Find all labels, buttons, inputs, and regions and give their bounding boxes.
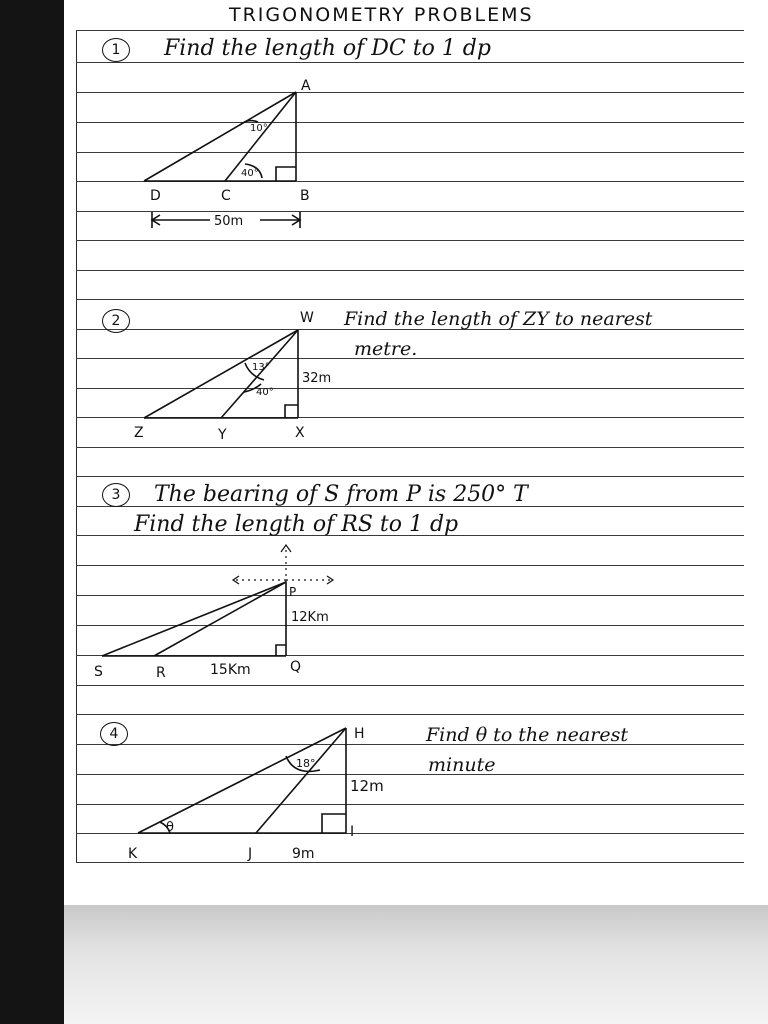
angle-label-top: 13° (252, 362, 270, 373)
vertex-label-c: C (221, 188, 231, 204)
vertex-label-p: P (289, 585, 297, 599)
side-length-label: 32m (302, 371, 332, 386)
scan-bottom-shadow (64, 905, 768, 1024)
vertex-label-b: B (300, 188, 310, 204)
vertex-label-h: H (354, 726, 365, 742)
angle-label-top: 18° (296, 757, 316, 770)
vertex-label-z: Z (134, 425, 144, 441)
base-length-label: 15Km (210, 662, 251, 678)
vertex-label-y: Y (218, 427, 227, 443)
angle-label-y: 40° (256, 387, 274, 398)
vertex-label-j: J (248, 846, 253, 862)
problem-3-text-line2: Find the length of RS to 1 dp (134, 512, 459, 537)
base-length-label: 9m (292, 846, 315, 862)
side-length-label: 12Km (291, 610, 329, 625)
worksheet-title: TRIGONOMETRY PROBLEMS (229, 4, 534, 26)
problem-4-text-line1: Find θ to the nearest (426, 724, 628, 746)
problem-number: 4 (100, 722, 128, 746)
worksheet-page (64, 0, 768, 905)
problem-number: 3 (102, 483, 130, 507)
problem-4-text-line2: minute (428, 754, 496, 776)
problem-1-text: Find the length of DC to 1 dp (164, 36, 491, 61)
side-length-label: 12m (350, 777, 384, 795)
angle-label-top: 10° (250, 123, 268, 134)
vertex-label-r: R (156, 665, 166, 681)
problem-3-text-line1: The bearing of S from P is 250° T (154, 482, 528, 507)
vertex-label-x: X (295, 425, 305, 441)
vertex-label-w: W (300, 310, 314, 326)
angle-label-theta: θ (166, 820, 174, 835)
problem-2-text-line2: metre. (354, 338, 418, 360)
vertex-label-k: K (128, 846, 138, 862)
vertex-label-a: A (301, 78, 311, 94)
problem-2-text-line1: Find the length of ZY to nearest (344, 308, 653, 330)
vertex-label-s: S (94, 664, 103, 680)
angle-label-c: 40° (241, 168, 259, 179)
problem-4-diagram (64, 0, 768, 905)
problem-number: 1 (102, 38, 130, 62)
vertex-label-d: D (150, 188, 161, 204)
problem-number: 2 (102, 309, 130, 333)
vertex-label-q: Q (290, 659, 302, 675)
scan-dark-edge (0, 0, 64, 1024)
base-length-label: 50m (214, 214, 244, 229)
vertex-label-i: I (350, 824, 355, 840)
